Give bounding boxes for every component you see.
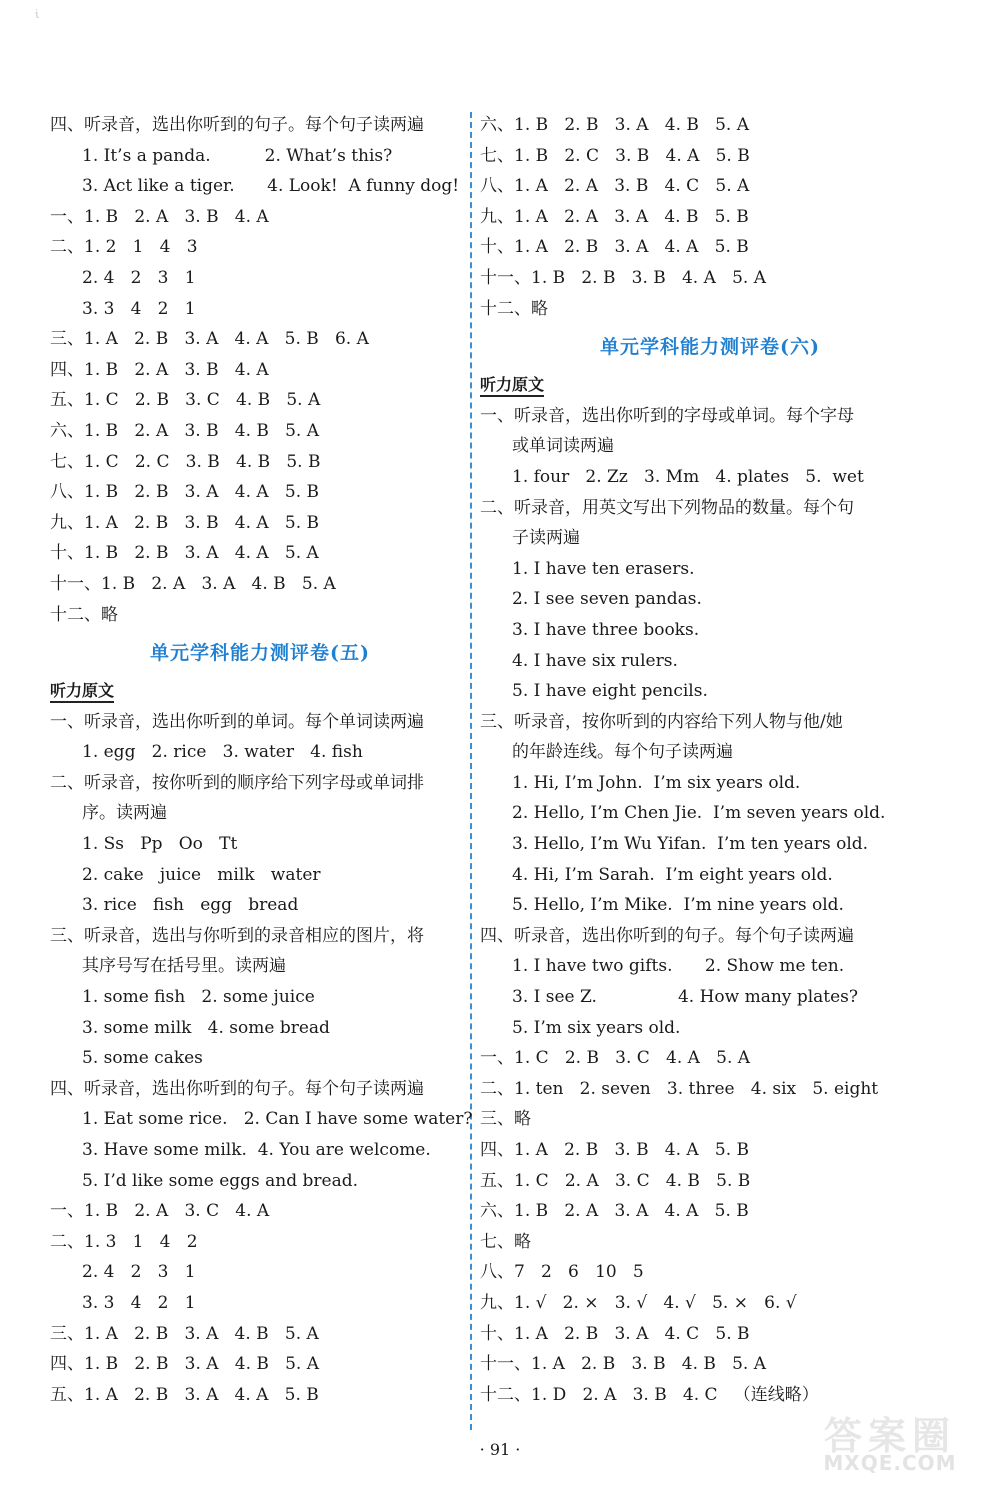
answer-line: 二、1. ten 2. seven 3. three 4. six 5. eight — [480, 1078, 879, 1099]
answer-line: 四、听录音，选出你听到的句子。每个句子读两遍 — [50, 1078, 424, 1099]
answer-line: 1. I have two gifts. 2. Show me ten. — [512, 956, 845, 977]
answer-line: 1. some fish 2. some juice — [82, 987, 315, 1008]
answer-line: 3. Act like a tiger. 4. Look! A funny dog! — [82, 176, 460, 197]
answer-line: 三、略 — [480, 1109, 531, 1130]
answer-line: 3. Have some milk. 4. You are welcome. — [82, 1140, 431, 1160]
watermark-url: MXQE.COM — [823, 1451, 957, 1475]
answer-line: 子读两遍 — [512, 528, 580, 549]
answer-line: 2. 4 2 3 1 — [82, 1262, 196, 1283]
answer-line: 五、1. C 2. B 3. C 4. B 5. A — [50, 390, 321, 411]
answer-line: 2. 4 2 3 1 — [82, 267, 196, 288]
answer-line: 其序号写在括号里。读两遍 — [82, 956, 286, 977]
answer-line: 七、1. B 2. C 3. B 4. A 5. B — [480, 145, 750, 166]
answer-line: 十一、1. B 2. B 3. B 4. A 5. A — [480, 267, 766, 288]
answer-line: 5. I’d like some eggs and bread. — [82, 1170, 359, 1191]
answer-line: 2. Hello, I’m Chen Jie. I’m seven years old. — [512, 803, 886, 824]
answer-line: 1. Ss Pp Oo Tt — [82, 834, 238, 855]
answer-line: 十一、1. B 2. A 3. A 4. B 5. A — [50, 573, 336, 594]
left-bottom-answers — [50, 707, 473, 1411]
answer-line: 一、1. C 2. B 3. C 4. A 5. A — [480, 1048, 751, 1069]
answer-line: 六、1. B 2. A 3. A 4. A 5. B — [480, 1201, 749, 1222]
answer-line: 四、1. A 2. B 3. B 4. A 5. B — [480, 1140, 749, 1160]
right-bottom-answers — [480, 401, 940, 1411]
answer-line: 5. some cakes — [82, 1048, 203, 1069]
answer-line: 五、1. A 2. B 3. A 4. A 5. B — [50, 1384, 319, 1405]
answer-line: 1. egg 2. rice 3. water 4. fish — [82, 742, 363, 763]
answer-line: 的年龄连线。每个句子读两遍 — [512, 742, 733, 763]
answer-line: 十二、略 — [480, 298, 548, 319]
answer-line: 四、1. B 2. A 3. B 4. A — [50, 359, 269, 380]
answer-line: 3. I see Z. 4. How many plates? — [512, 987, 859, 1008]
right-section-heading: 单元学科能力测评卷(六) — [600, 336, 820, 359]
answer-line: 八、1. B 2. B 3. A 4. A 5. B — [50, 482, 319, 503]
answer-line: 一、1. B 2. A 3. C 4. A — [50, 1201, 270, 1222]
answer-line: 二、听录音，用英文写出下列物品的数量。每个句 — [480, 497, 854, 518]
answer-line: 九、1. A 2. A 3. A 4. B 5. B — [480, 206, 749, 227]
answer-line: 三、1. A 2. B 3. A 4. A 5. B 6. A — [50, 329, 369, 350]
answer-line: 3. 3 4 2 1 — [82, 298, 196, 319]
column-divider — [470, 112, 472, 1430]
answer-line: 十、1. A 2. B 3. A 4. C 5. B — [480, 1323, 750, 1344]
answer-line: 二、1. 2 1 4 3 — [50, 237, 198, 258]
answer-line: 九、1. √ 2. × 3. √ 4. √ 5. × 6. √ — [480, 1292, 797, 1313]
answer-line: 4. Hi, I’m Sarah. I’m eight years old. — [512, 864, 833, 885]
answer-line: 1. Eat some rice. 2. Can I have some water? — [82, 1109, 473, 1130]
answer-line: 八、7 2 6 10 5 — [480, 1262, 644, 1283]
answer-line: 3. rice fish egg bread — [82, 895, 299, 916]
answer-line: 十、1. B 2. B 3. A 4. A 5. A — [50, 543, 319, 564]
answer-line: 三、1. A 2. B 3. A 4. B 5. A — [50, 1323, 319, 1344]
answer-line: 四、听录音，选出你听到的句子。每个句子读两遍 — [480, 925, 854, 946]
answer-line: 一、听录音，选出你听到的字母或单词。每个字母 — [480, 405, 854, 426]
answer-line: 1. Hi, I’m John. I’m six years old. — [512, 772, 801, 793]
answer-line: 九、1. A 2. B 3. B 4. A 5. B — [50, 512, 319, 533]
answer-line: 1. It’s a panda. 2. What’s this? — [82, 145, 393, 166]
answer-line: 1. I have ten erasers. — [512, 558, 695, 579]
answer-line: 5. Hello, I’m Mike. I’m nine years old. — [512, 895, 844, 916]
answer-line: 一、听录音，选出你听到的单词。每个单词读两遍 — [50, 711, 424, 732]
answer-line: 1. four 2. Zz 3. Mm 4. plates 5. wet — [512, 466, 864, 487]
answer-line: 三、听录音，选出与你听到的录音相应的图片，将 — [50, 925, 424, 946]
answer-line: 3. 3 4 2 1 — [82, 1292, 196, 1313]
answer-line: 3. some milk 4. some bread — [82, 1017, 330, 1038]
answer-line: 七、1. C 2. C 3. B 4. B 5. B — [50, 451, 321, 472]
right-listening-label: 听力原文 — [480, 370, 940, 401]
answer-line: 5. I have eight pencils. — [512, 681, 708, 702]
left-listening-label: 听力原文 — [50, 676, 470, 707]
answer-line: 5. I’m six years old. — [512, 1017, 681, 1038]
answer-line: 六、1. B 2. A 3. B 4. B 5. A — [50, 420, 319, 441]
answer-line: 四、1. B 2. B 3. A 4. B 5. A — [50, 1354, 319, 1375]
page-number: · 91 · — [479, 1440, 521, 1459]
left-top-answers — [50, 110, 470, 630]
answer-line: 4. I have six rulers. — [512, 650, 678, 671]
answer-line: 四、听录音，选出你听到的句子。每个句子读两遍 — [50, 115, 424, 135]
answer-line: 二、听录音，按你听到的顺序给下列字母或单词排 — [50, 772, 424, 793]
answer-line: 十二、1. D 2. A 3. B 4. C （连线略） — [480, 1384, 819, 1405]
answer-line: 十、1. A 2. B 3. A 4. A 5. B — [480, 237, 749, 258]
answer-line: 或单词读两遍 — [512, 436, 614, 457]
watermark-title: 答案圈 — [823, 1414, 956, 1458]
left-column — [50, 110, 473, 1410]
watermark-logo — [795, 1405, 985, 1477]
answer-line: 一、1. B 2. A 3. B 4. A — [50, 206, 269, 227]
answer-line: 七、略 — [480, 1231, 531, 1252]
answer-line: 十二、略 — [50, 604, 118, 625]
answer-line: 三、听录音，按你听到的内容给下列人物与他/她 — [480, 711, 843, 732]
answer-line: 2. I see seven pandas. — [512, 589, 702, 610]
answer-line: 十一、1. A 2. B 3. B 4. B 5. A — [480, 1354, 766, 1375]
answer-line: 二、1. 3 1 4 2 — [50, 1231, 198, 1252]
answer-line: 2. cake juice milk water — [82, 864, 321, 885]
answer-line: 六、1. B 2. B 3. A 4. B 5. A — [480, 115, 749, 135]
answer-line: 序。读两遍 — [82, 803, 167, 824]
answer-line: 3. I have three books. — [512, 619, 700, 640]
right-top-answers — [480, 110, 940, 324]
right-column — [480, 110, 940, 1410]
corner-mark: ι̇ — [35, 8, 40, 21]
answer-line: 3. Hello, I’m Wu Yifan. I’m ten years old. — [512, 834, 869, 855]
answer-line: 八、1. A 2. A 3. B 4. C 5. A — [480, 176, 750, 197]
left-section-heading: 单元学科能力测评卷(五) — [150, 642, 370, 665]
answer-line: 五、1. C 2. A 3. C 4. B 5. B — [480, 1170, 751, 1191]
